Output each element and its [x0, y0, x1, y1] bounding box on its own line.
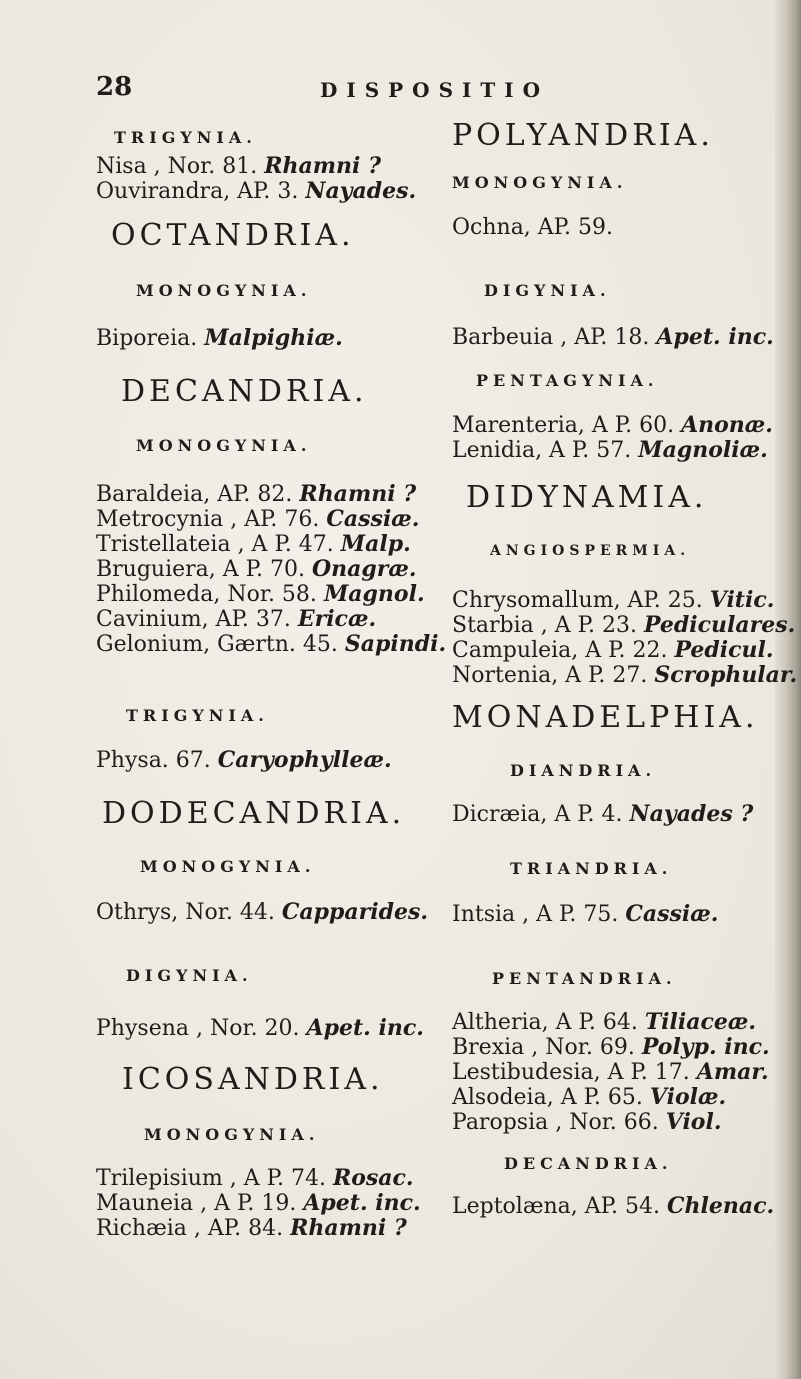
genus-entry [452, 613, 797, 638]
genus-list [96, 326, 343, 351]
class-heading: DODECANDRIA. [102, 796, 406, 831]
genus-list [452, 216, 613, 240]
order-heading: MONOGYNIA. [136, 281, 312, 300]
family-name: Rhamni ? [290, 1215, 407, 1241]
family-name: Viol. [665, 1109, 722, 1135]
genus-list [96, 482, 446, 657]
family-name: Rosac. [332, 1165, 414, 1191]
family-name: Onagræ. [311, 556, 417, 582]
order-heading: MONOGYNIA. [452, 173, 628, 192]
order-heading: ANGIOSPERMIA. [490, 543, 691, 559]
genus-entry [452, 638, 797, 663]
page-edge-shadow [775, 0, 801, 1379]
page-header [96, 72, 716, 112]
genus-entry [96, 582, 446, 607]
genus-entry [452, 413, 773, 438]
genus-name: Philomeda, Nor. 58. [96, 582, 317, 607]
genus-name: Biporeia. [96, 326, 198, 351]
genus-entry [96, 179, 416, 204]
family-name: Amar. [696, 1059, 769, 1085]
genus-entry [452, 438, 773, 463]
family-name: Magnol. [323, 581, 425, 607]
order-heading: DECANDRIA. [504, 1154, 673, 1173]
genus-name: Physena , Nor. 20. [96, 1016, 300, 1041]
order-heading: DIANDRIA. [510, 761, 657, 780]
genus-name: Leptolæna, AP. 54. [452, 1194, 660, 1219]
order-heading: MONOGYNIA. [136, 436, 312, 455]
genus-name: Altheria, A P. 64. [452, 1010, 638, 1035]
family-name: Anonæ. [681, 412, 773, 438]
order-heading: DIGYNIA. [126, 966, 253, 985]
genus-name: Brexia , Nor. 69. [452, 1035, 635, 1060]
family-name: Apet. inc. [306, 1015, 424, 1041]
genus-list [96, 900, 428, 925]
genus-entry [452, 1010, 770, 1035]
genus-list [96, 1016, 424, 1041]
genus-name: Lestibudesia, A P. 17. [452, 1060, 690, 1085]
genus-name: Richæia , AP. 84. [96, 1216, 284, 1241]
family-name: Nayades. [305, 178, 417, 204]
genus-name: Alsodeia, A P. 65. [452, 1085, 643, 1110]
order-heading: TRIANDRIA. [510, 859, 673, 878]
family-name: Violæ. [649, 1084, 727, 1110]
page-number: 28 [96, 72, 133, 102]
genus-entry [452, 1110, 770, 1135]
order-heading: MONOGYNIA. [144, 1125, 320, 1144]
order-heading: MONOGYNIA. [140, 857, 316, 876]
genus-list [452, 1194, 774, 1219]
genus-name: Baraldeia, AP. 82. [96, 482, 293, 507]
genus-name: Metrocynia , AP. 76. [96, 507, 320, 532]
genus-name: Bruguiera, A P. 70. [96, 557, 305, 582]
genus-entry [452, 1035, 770, 1060]
family-name: Magnoliæ. [638, 437, 768, 463]
order-heading: TRIGYNIA. [126, 706, 269, 725]
genus-list [452, 588, 797, 688]
genus-entry [96, 1016, 424, 1041]
genus-entry [452, 1194, 774, 1219]
family-name: Apet. inc. [303, 1190, 421, 1216]
family-name: Malpighiæ. [204, 325, 343, 351]
family-name: Pediculares. [643, 612, 796, 638]
genus-entry [96, 1166, 421, 1191]
genus-entry [96, 1216, 421, 1241]
genus-list [96, 748, 392, 773]
genus-entry [452, 1085, 770, 1110]
genus-list [452, 413, 773, 463]
family-name: Malp. [340, 531, 411, 557]
genus-name: Ochna, AP. 59. [452, 215, 614, 240]
genus-name: Trilepisium , A P. 74. [96, 1166, 326, 1191]
order-heading: DIGYNIA. [484, 281, 611, 300]
family-name: Chlenac. [667, 1193, 775, 1219]
running-title: DISPOSITIO [320, 78, 550, 102]
genus-name: Marenteria, A P. 60. [452, 413, 675, 438]
family-name: Caryophylleæ. [217, 747, 392, 773]
genus-entry [96, 748, 392, 773]
genus-entry [96, 326, 343, 351]
genus-entry [96, 607, 446, 632]
genus-entry [452, 588, 797, 613]
genus-entry [452, 325, 774, 350]
genus-entry [452, 663, 797, 688]
family-name: Vitic. [709, 587, 775, 613]
genus-list [452, 1010, 770, 1135]
family-name: Scrophular. [654, 662, 798, 688]
genus-name: Othrys, Nor. 44. [96, 900, 275, 925]
genus-list [96, 1166, 421, 1241]
order-heading: PENTANDRIA. [492, 969, 677, 988]
class-heading: POLYANDRIA. [452, 118, 714, 153]
genus-name: Cavinium, AP. 37. [96, 607, 291, 632]
genus-entry [96, 557, 446, 582]
genus-entry [452, 1060, 770, 1085]
family-name: Rhamni ? [264, 153, 381, 179]
genus-list [96, 154, 416, 204]
genus-list [452, 902, 718, 927]
family-name: Apet. inc. [656, 324, 774, 350]
genus-entry [452, 802, 753, 827]
class-heading: ICOSANDRIA. [122, 1062, 384, 1097]
genus-entry [452, 902, 718, 927]
class-heading: OCTANDRIA. [111, 218, 355, 253]
genus-entry [96, 507, 446, 532]
genus-name: Lenidia, A P. 57. [452, 438, 632, 463]
class-heading: DIDYNAMIA. [466, 480, 708, 515]
genus-name: Physa. 67. [96, 748, 211, 773]
family-name: Polyp. inc. [641, 1034, 770, 1060]
genus-name: Mauneia , A P. 19. [96, 1191, 297, 1216]
genus-name: Barbeuia , AP. 18. [452, 325, 650, 350]
genus-entry [96, 482, 446, 507]
genus-name: Dicræia, A P. 4. [452, 802, 623, 827]
genus-name: Intsia , A P. 75. [452, 902, 619, 927]
genus-name: Paropsia , Nor. 66. [452, 1110, 659, 1135]
family-name: Cassiæ. [625, 901, 719, 927]
genus-list [452, 325, 774, 350]
genus-entry [96, 1191, 421, 1216]
genus-name: Nortenia, A P. 27. [452, 663, 648, 688]
genus-entry [96, 532, 446, 557]
family-name: Rhamni ? [299, 481, 417, 507]
class-heading: MONADELPHIA. [452, 700, 759, 735]
order-heading: TRIGYNIA. [114, 128, 257, 147]
family-name: Tiliaceæ. [644, 1009, 757, 1035]
genus-name: Ouvirandra, AP. 3. [96, 179, 299, 204]
genus-name: Gelonium, Gærtn. 45. [96, 632, 338, 657]
class-heading: DECANDRIA. [121, 374, 368, 409]
family-name: Capparides. [281, 899, 429, 925]
genus-name: Nisa , Nor. 81. [96, 154, 258, 179]
genus-name: Tristellateia , A P. 47. [96, 532, 334, 557]
family-name: Pedicul. [674, 637, 774, 663]
family-name: Nayades ? [629, 801, 754, 827]
genus-entry [452, 216, 613, 240]
family-name: Cassiæ. [326, 506, 420, 532]
genus-entry [96, 632, 446, 657]
family-name: Ericæ. [297, 606, 377, 632]
genus-list [452, 802, 753, 827]
family-name: Sapindi. [344, 631, 447, 657]
order-heading: PENTAGYNIA. [476, 371, 659, 390]
genus-name: Chrysomallum, AP. 25. [452, 588, 703, 613]
genus-name: Campuleia, A P. 22. [452, 638, 668, 663]
genus-entry [96, 900, 428, 925]
genus-name: Starbia , A P. 23. [452, 613, 637, 638]
genus-entry [96, 154, 416, 179]
